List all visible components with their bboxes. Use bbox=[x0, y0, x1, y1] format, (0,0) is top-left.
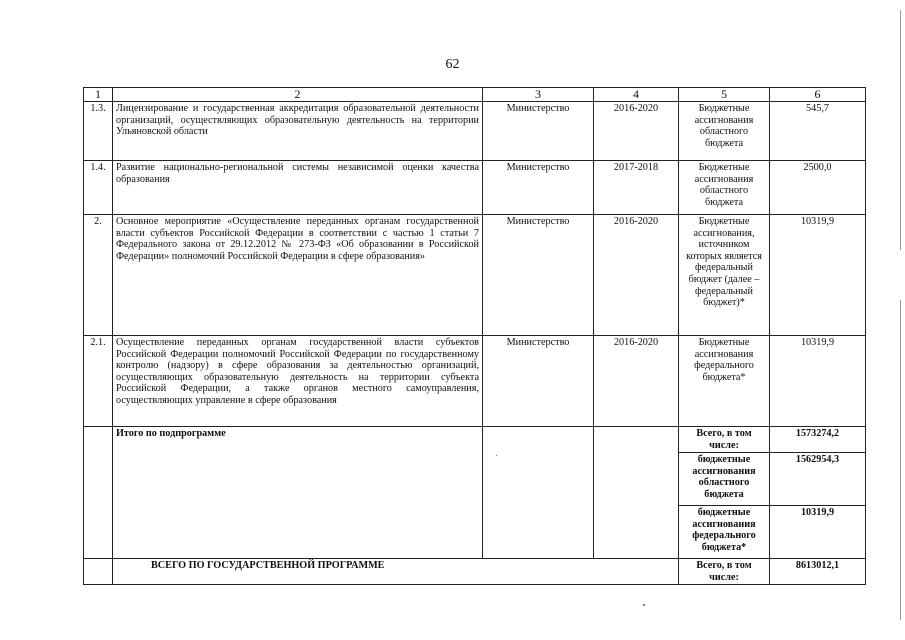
row-funding-source: Бюджетные ассигнования федерального бюджета* bbox=[679, 336, 770, 427]
row-number: 1.4. bbox=[84, 161, 113, 215]
row-amount: 10319,9 bbox=[770, 215, 866, 336]
col-header-5: 5 bbox=[679, 88, 770, 102]
row-number: 2. bbox=[84, 215, 113, 336]
subtotal-number-cell bbox=[84, 427, 113, 559]
row-executor: Министерство bbox=[483, 161, 594, 215]
scan-speck bbox=[496, 455, 497, 456]
scan-edge-line bbox=[900, 300, 901, 620]
grand-total-row bbox=[84, 559, 866, 585]
scan-edge-line bbox=[900, 10, 901, 250]
subtotal-federal-source: бюджетные ассигнования федерального бюджета* bbox=[679, 506, 770, 559]
row-number: 1.3. bbox=[84, 102, 113, 161]
row-funding-source: Бюджетные ассигнования областного бюджета bbox=[679, 161, 770, 215]
row-period: 2016-2020 bbox=[594, 336, 679, 427]
row-executor: Министерство bbox=[483, 102, 594, 161]
row-amount: 2500,0 bbox=[770, 161, 866, 215]
grand-total-number-cell bbox=[84, 559, 113, 585]
program-table bbox=[83, 87, 866, 585]
subtotal-regional-amount: 1562954,3 bbox=[770, 453, 866, 506]
row-funding-source: Бюджетные ассигнования областного бюджета bbox=[679, 102, 770, 161]
grand-total-source: Всего, в том числе: bbox=[679, 559, 770, 585]
row-funding-source: Бюджетные ассигнования, источником которых является федеральный бюджет (далее – федеральный бюджет)* bbox=[679, 215, 770, 336]
row-description: Основное мероприятие «Осуществление переданных органам государственной власти субъектов Российской Федерации в соответствии с частью 1 статьи 7 Федерального закона от 29.12.2012 № 273-ФЗ «Об образовании в Российской Федерации» полномочий Российской Федерации в сфере образования» bbox=[113, 215, 483, 336]
col-header-1: 1 bbox=[84, 88, 113, 102]
page-number: 62 bbox=[445, 57, 460, 72]
row-period: 2017-2018 bbox=[594, 161, 679, 215]
col-header-4: 4 bbox=[594, 88, 679, 102]
table-row bbox=[84, 336, 866, 427]
row-executor: Министерство bbox=[483, 336, 594, 427]
row-description: Развитие национально-региональной системы независимой оценки качества образования bbox=[113, 161, 483, 215]
row-description: Осуществление переданных органам государственной власти субъектов Российской Федерации полномочий Российской Федерации по государственному контролю (надзору) в сфере образования за деятельностью организаций, осуществляющих образовательную деятельность на территории субъекта Российской Федерации, а также органов местного самоуправления, осуществляющих управление в сфере образования bbox=[113, 336, 483, 427]
subtotal-label: Итого по подпрограмме bbox=[113, 427, 483, 559]
row-amount: 10319,9 bbox=[770, 336, 866, 427]
grand-total-amount: 8613012,1 bbox=[770, 559, 866, 585]
row-description: Лицензирование и государственная аккредитация образовательной деятельности организаций, осуществляющих образовательную деятельность на территории Ульяновской области bbox=[113, 102, 483, 161]
subtotal-executor-cell bbox=[483, 427, 594, 559]
row-period: 2016-2020 bbox=[594, 102, 679, 161]
subtotal-period-cell bbox=[594, 427, 679, 559]
table-row bbox=[84, 161, 866, 215]
row-number: 2.1. bbox=[84, 336, 113, 427]
row-period: 2016-2020 bbox=[594, 215, 679, 336]
col-header-6: 6 bbox=[770, 88, 866, 102]
row-amount: 545,7 bbox=[770, 102, 866, 161]
subtotal-total-source: Всего, в том числе: bbox=[679, 427, 770, 453]
table-row bbox=[84, 102, 866, 161]
col-header-3: 3 bbox=[483, 88, 594, 102]
subtotal-federal-amount: 10319,9 bbox=[770, 506, 866, 559]
table-row bbox=[84, 215, 866, 336]
header-row bbox=[84, 88, 866, 102]
subtotal-row bbox=[84, 427, 866, 453]
row-executor: Министерство bbox=[483, 215, 594, 336]
subtotal-regional-source: бюджетные ассигнования областного бюджета bbox=[679, 453, 770, 506]
col-header-2: 2 bbox=[113, 88, 483, 102]
grand-total-label: ВСЕГО ПО ГОСУДАРСТВЕННОЙ ПРОГРАММЕ bbox=[113, 559, 679, 585]
scan-speck bbox=[643, 604, 645, 606]
subtotal-total-amount: 1573274,2 bbox=[770, 427, 866, 453]
